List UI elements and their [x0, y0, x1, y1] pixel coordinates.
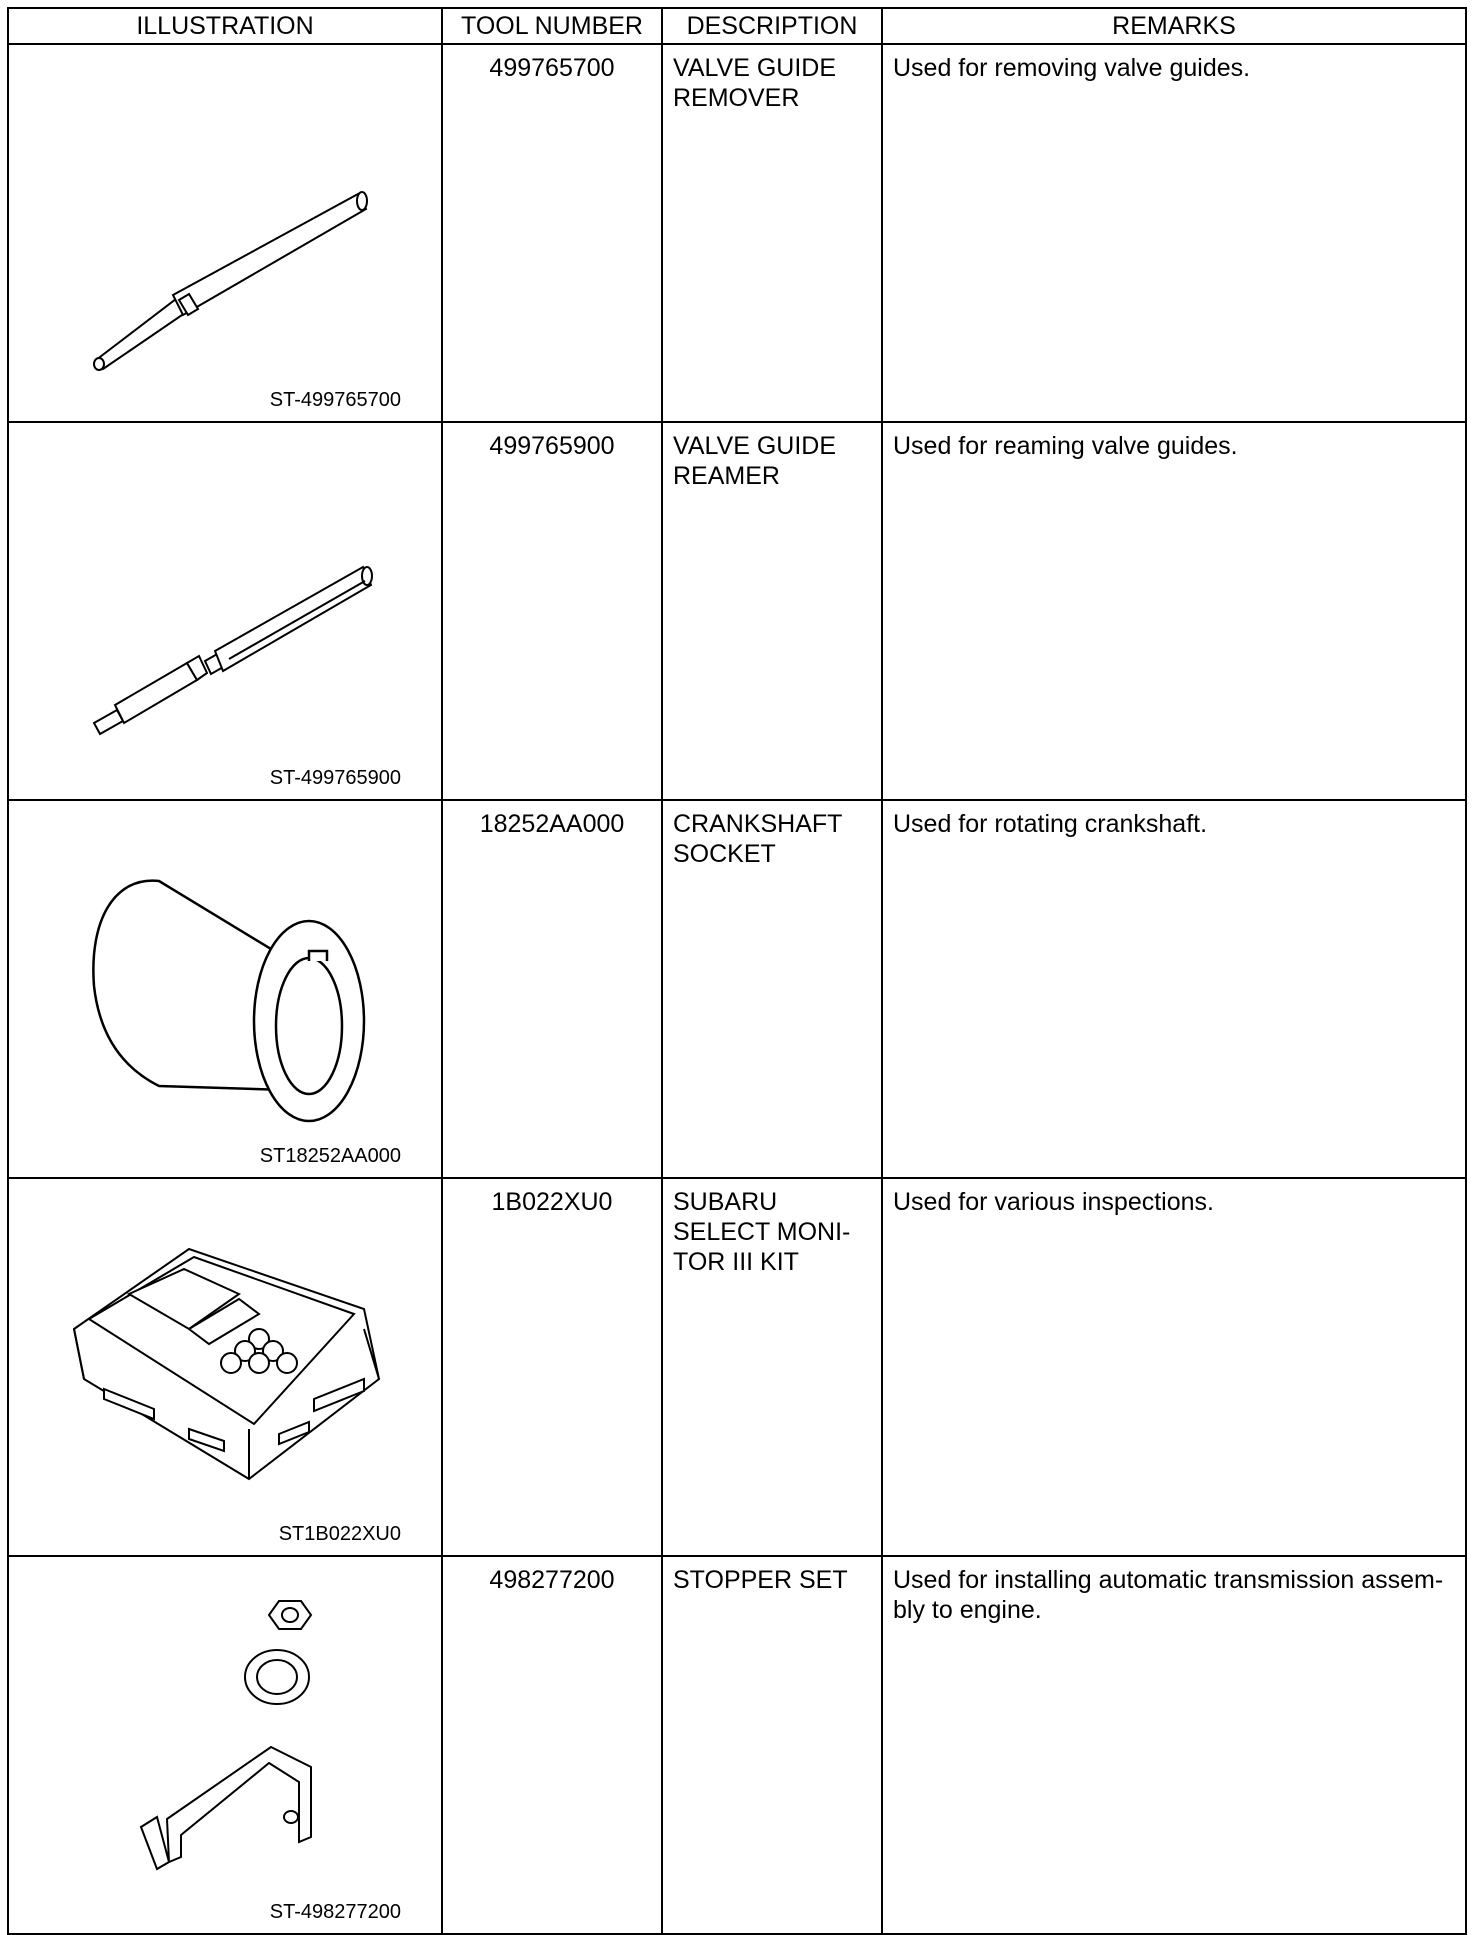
- header-description: DESCRIPTION: [662, 8, 882, 44]
- description: [662, 1556, 882, 1934]
- remarks-line: Used for installing automatic transmission assem-: [893, 1566, 1444, 1594]
- remarks: [882, 1178, 1466, 1556]
- illustration-code: ST18252AA000: [259, 1145, 401, 1167]
- table-row: [8, 800, 1466, 1178]
- header-row: [8, 8, 1466, 44]
- description-line: SOCKET: [673, 840, 776, 868]
- illustration-code: ST1B022XU0: [278, 1523, 401, 1545]
- table-row: [8, 1556, 1466, 1934]
- illustration-cell: [8, 422, 442, 800]
- header-tool-number: TOOL NUMBER: [442, 8, 662, 44]
- description-line: TOR III KIT: [673, 1248, 799, 1276]
- description-line: REAMER: [673, 462, 780, 490]
- illustration-code: ST-498277200: [269, 1901, 401, 1923]
- header-illustration: ILLUSTRATION: [8, 8, 442, 44]
- description: [662, 44, 882, 422]
- remarks-line: Used for rotating crankshaft.: [893, 810, 1208, 838]
- illustration-code: ST-499765900: [269, 767, 401, 789]
- remarks: [882, 800, 1466, 1178]
- select-monitor-icon: [9, 1179, 443, 1546]
- special-tools-table: [7, 7, 1467, 1935]
- description-line: CRANKSHAFT: [673, 810, 843, 838]
- tool-number: 18252AA000: [442, 800, 662, 1178]
- illustration-code: ST-499765700: [269, 389, 401, 411]
- description-line: VALVE GUIDE: [673, 54, 837, 82]
- remarks: [882, 1556, 1466, 1934]
- description: [662, 800, 882, 1178]
- table-row: [8, 44, 1466, 422]
- crankshaft-socket-icon: [9, 801, 443, 1168]
- remarks: [882, 44, 1466, 422]
- remarks-line: Used for various inspections.: [893, 1188, 1214, 1216]
- tool-number: 499765700: [442, 44, 662, 422]
- remarks-line: Used for removing valve guides.: [893, 54, 1251, 82]
- remarks-line: bly to engine.: [893, 1596, 1042, 1624]
- tool-number: 498277200: [442, 1556, 662, 1934]
- valve-guide-reamer-icon: [9, 423, 443, 790]
- remarks: [882, 422, 1466, 800]
- header-remarks: REMARKS: [882, 8, 1466, 44]
- stopper-set-icon: [9, 1557, 443, 1924]
- description-line: SELECT MONI-: [673, 1218, 851, 1246]
- table-row: [8, 1178, 1466, 1556]
- table-row: [8, 422, 1466, 800]
- illustration-cell: [8, 800, 442, 1178]
- description-line: STOPPER SET: [673, 1566, 848, 1594]
- illustration-cell: [8, 1556, 442, 1934]
- description-line: VALVE GUIDE: [673, 432, 837, 460]
- tool-number: 499765900: [442, 422, 662, 800]
- illustration-cell: [8, 1178, 442, 1556]
- remarks-line: Used for reaming valve guides.: [893, 432, 1238, 460]
- tool-number: 1B022XU0: [442, 1178, 662, 1556]
- valve-guide-remover-icon: [9, 45, 443, 412]
- description-line: REMOVER: [673, 84, 800, 112]
- description: [662, 1178, 882, 1556]
- illustration-cell: [8, 44, 442, 422]
- description-line: SUBARU: [673, 1188, 778, 1216]
- description: [662, 422, 882, 800]
